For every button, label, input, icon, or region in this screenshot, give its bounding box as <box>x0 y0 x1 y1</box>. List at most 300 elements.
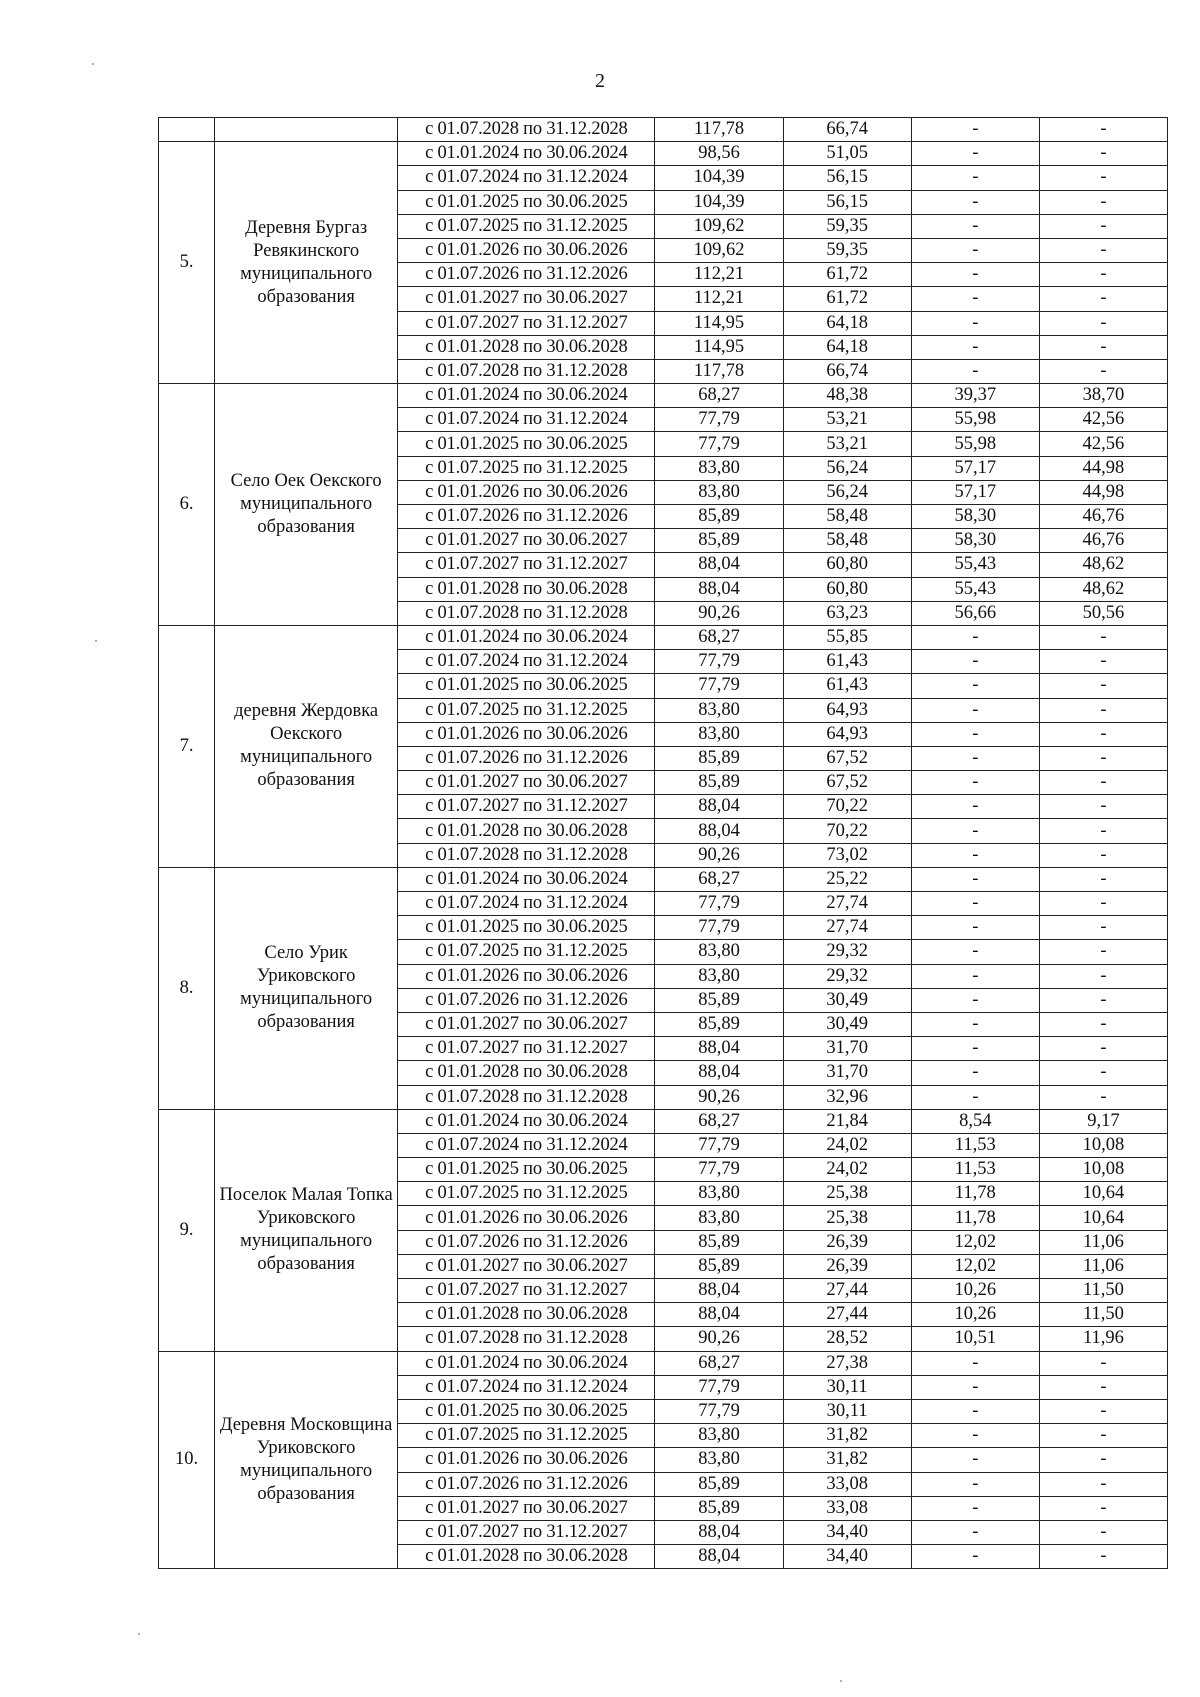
tariff-value-cell: 63,23 <box>783 601 911 625</box>
tariff-value-cell: 39,37 <box>911 384 1039 408</box>
tariff-value-cell: 10,26 <box>911 1279 1039 1303</box>
period-cell: с 01.01.2027 по 30.06.2027 <box>398 771 655 795</box>
tariff-value-cell: 58,30 <box>911 505 1039 529</box>
period-cell: с 01.01.2024 по 30.06.2024 <box>398 625 655 649</box>
tariff-value-cell: 53,21 <box>783 408 911 432</box>
tariff-value-cell: 68,27 <box>655 1351 783 1375</box>
period-cell: с 01.07.2027 по 31.12.2027 <box>398 1520 655 1544</box>
tariff-value-cell: 58,48 <box>783 529 911 553</box>
period-cell: с 01.01.2028 по 30.06.2028 <box>398 819 655 843</box>
tariff-value-cell: - <box>911 311 1039 335</box>
period-cell: с 01.07.2028 по 31.12.2028 <box>398 843 655 867</box>
tariff-value-cell: - <box>911 335 1039 359</box>
settlement-name: Поселок Малая Топка Уриковского муниципального образования <box>215 1109 398 1351</box>
tariff-value-cell: - <box>1039 1424 1167 1448</box>
tariff-value-cell: 88,04 <box>655 1545 783 1569</box>
scan-speck <box>138 1633 140 1635</box>
tariff-value-cell: 77,79 <box>655 1133 783 1157</box>
tariff-value-cell: - <box>911 892 1039 916</box>
tariff-value-cell: 27,74 <box>783 916 911 940</box>
tariff-value-cell: 64,18 <box>783 335 911 359</box>
tariff-value-cell: - <box>911 166 1039 190</box>
tariff-value-cell: - <box>1039 1399 1167 1423</box>
tariff-value-cell: 56,24 <box>783 456 911 480</box>
tariff-value-cell: - <box>1039 263 1167 287</box>
tariff-value-cell: 70,22 <box>783 795 911 819</box>
tariff-value-cell: 112,21 <box>655 263 783 287</box>
tariff-value-cell: 90,26 <box>655 843 783 867</box>
tariff-value-cell: 83,80 <box>655 1182 783 1206</box>
tariff-value-cell: 31,70 <box>783 1037 911 1061</box>
period-cell: с 01.01.2025 по 30.06.2025 <box>398 432 655 456</box>
period-cell: с 01.07.2027 по 31.12.2027 <box>398 795 655 819</box>
tariff-value-cell: 73,02 <box>783 843 911 867</box>
tariff-value-cell: - <box>1039 1061 1167 1085</box>
tariff-value-cell: - <box>1039 238 1167 262</box>
period-cell: с 01.07.2025 по 31.12.2025 <box>398 1182 655 1206</box>
table-row <box>159 1351 1168 1375</box>
tariff-value-cell: 77,79 <box>655 892 783 916</box>
settlement-name: Деревня Бургаз Ревякинского муниципального образования <box>215 142 398 384</box>
tariff-value-cell: - <box>1039 1037 1167 1061</box>
tariff-value-cell: 28,52 <box>783 1327 911 1351</box>
tariff-value-cell: - <box>911 287 1039 311</box>
tariff-value-cell: - <box>1039 771 1167 795</box>
tariff-value-cell: - <box>911 238 1039 262</box>
tariff-value-cell: 44,98 <box>1039 480 1167 504</box>
tariff-value-cell: - <box>911 1375 1039 1399</box>
tariff-value-cell: 88,04 <box>655 1061 783 1085</box>
tariff-value-cell: 27,38 <box>783 1351 911 1375</box>
period-cell: с 01.01.2026 по 30.06.2026 <box>398 480 655 504</box>
tariff-value-cell: - <box>911 1520 1039 1544</box>
tariff-value-cell: - <box>1039 1448 1167 1472</box>
tariff-value-cell: 48,62 <box>1039 553 1167 577</box>
tariff-value-cell: - <box>911 916 1039 940</box>
tariff-value-cell: 114,95 <box>655 335 783 359</box>
tariff-value-cell: - <box>1039 1472 1167 1496</box>
tariff-value-cell: 53,21 <box>783 432 911 456</box>
settlement-number: 8. <box>159 867 215 1109</box>
tariff-value-cell: - <box>911 359 1039 383</box>
tariff-value-cell: 11,78 <box>911 1182 1039 1206</box>
settlement-name: Деревня Московщина Уриковского муниципального образования <box>215 1351 398 1569</box>
tariff-value-cell: 117,78 <box>655 359 783 383</box>
tariff-value-cell: - <box>911 843 1039 867</box>
period-cell: с 01.07.2025 по 31.12.2025 <box>398 456 655 480</box>
tariff-value-cell: 77,79 <box>655 408 783 432</box>
tariff-value-cell: 56,15 <box>783 190 911 214</box>
tariff-value-cell: 61,72 <box>783 287 911 311</box>
tariff-value-cell: 48,38 <box>783 384 911 408</box>
tariff-value-cell: 77,79 <box>655 916 783 940</box>
tariff-value-cell: 55,43 <box>911 577 1039 601</box>
tariff-value-cell: 11,78 <box>911 1206 1039 1230</box>
tariff-value-cell: 67,52 <box>783 746 911 770</box>
tariff-value-cell: - <box>1039 674 1167 698</box>
period-cell: с 01.07.2026 по 31.12.2026 <box>398 263 655 287</box>
settlement-name: Село Оек Оекского муниципального образования <box>215 384 398 626</box>
tariff-value-cell: 83,80 <box>655 480 783 504</box>
period-cell: с 01.01.2028 по 30.06.2028 <box>398 1061 655 1085</box>
tariff-value-cell: - <box>1039 843 1167 867</box>
tariff-value-cell: 30,11 <box>783 1375 911 1399</box>
tariff-table <box>158 117 1168 1569</box>
tariff-value-cell: - <box>911 1399 1039 1423</box>
tariff-value-cell: 64,93 <box>783 698 911 722</box>
table-row <box>159 384 1168 408</box>
settlement-number: 9. <box>159 1109 215 1351</box>
tariff-value-cell: 104,39 <box>655 190 783 214</box>
tariff-value-cell: - <box>1039 988 1167 1012</box>
period-cell: с 01.01.2026 по 30.06.2026 <box>398 722 655 746</box>
tariff-value-cell: - <box>911 650 1039 674</box>
tariff-value-cell: - <box>911 1472 1039 1496</box>
tariff-value-cell: 12,02 <box>911 1254 1039 1278</box>
tariff-value-cell: 44,98 <box>1039 456 1167 480</box>
tariff-value-cell: 85,89 <box>655 1230 783 1254</box>
tariff-value-cell: 77,79 <box>655 1399 783 1423</box>
tariff-value-cell: 83,80 <box>655 456 783 480</box>
tariff-value-cell: 57,17 <box>911 456 1039 480</box>
tariff-value-cell: 85,89 <box>655 529 783 553</box>
table-row <box>159 118 1168 142</box>
tariff-value-cell: 27,44 <box>783 1303 911 1327</box>
tariff-value-cell: 77,79 <box>655 1158 783 1182</box>
period-cell: с 01.07.2026 по 31.12.2026 <box>398 505 655 529</box>
tariff-value-cell: - <box>1039 118 1167 142</box>
tariff-value-cell: 68,27 <box>655 625 783 649</box>
tariff-value-cell: 90,26 <box>655 1085 783 1109</box>
period-cell: с 01.01.2028 по 30.06.2028 <box>398 1303 655 1327</box>
tariff-value-cell: - <box>911 190 1039 214</box>
tariff-value-cell: 10,64 <box>1039 1206 1167 1230</box>
period-cell: с 01.01.2028 по 30.06.2028 <box>398 335 655 359</box>
tariff-value-cell: - <box>1039 650 1167 674</box>
tariff-value-cell: 83,80 <box>655 1448 783 1472</box>
period-cell: с 01.01.2024 по 30.06.2024 <box>398 1109 655 1133</box>
tariff-value-cell: 56,24 <box>783 480 911 504</box>
tariff-value-cell: 25,38 <box>783 1182 911 1206</box>
tariff-value-cell: 9,17 <box>1039 1109 1167 1133</box>
tariff-value-cell: - <box>1039 287 1167 311</box>
tariff-value-cell: 31,70 <box>783 1061 911 1085</box>
tariff-value-cell: - <box>911 1545 1039 1569</box>
tariff-value-cell: 83,80 <box>655 1424 783 1448</box>
tariff-value-cell: - <box>911 142 1039 166</box>
period-cell: с 01.07.2026 по 31.12.2026 <box>398 746 655 770</box>
tariff-value-cell: 90,26 <box>655 601 783 625</box>
tariff-value-cell: 68,27 <box>655 384 783 408</box>
tariff-value-cell: - <box>1039 698 1167 722</box>
period-cell: с 01.07.2025 по 31.12.2025 <box>398 1424 655 1448</box>
tariff-value-cell: 61,43 <box>783 674 911 698</box>
period-cell: с 01.01.2026 по 30.06.2026 <box>398 238 655 262</box>
tariff-value-cell: 10,51 <box>911 1327 1039 1351</box>
tariff-value-cell: 64,18 <box>783 311 911 335</box>
period-cell: с 01.07.2027 по 31.12.2027 <box>398 311 655 335</box>
period-cell: с 01.07.2024 по 31.12.2024 <box>398 650 655 674</box>
tariff-value-cell: 88,04 <box>655 1279 783 1303</box>
tariff-value-cell: 77,79 <box>655 674 783 698</box>
tariff-value-cell: 42,56 <box>1039 432 1167 456</box>
period-cell: с 01.07.2027 по 31.12.2027 <box>398 1037 655 1061</box>
tariff-value-cell: 85,89 <box>655 771 783 795</box>
tariff-value-cell: - <box>911 1496 1039 1520</box>
tariff-value-cell: - <box>911 674 1039 698</box>
tariff-value-cell: 61,43 <box>783 650 911 674</box>
tariff-value-cell: 10,08 <box>1039 1133 1167 1157</box>
tariff-value-cell: 30,11 <box>783 1399 911 1423</box>
tariff-value-cell: 48,62 <box>1039 577 1167 601</box>
tariff-value-cell: - <box>1039 722 1167 746</box>
tariff-value-cell: 32,96 <box>783 1085 911 1109</box>
tariff-value-cell: 50,56 <box>1039 601 1167 625</box>
tariff-value-cell: 10,08 <box>1039 1158 1167 1182</box>
tariff-value-cell: 55,98 <box>911 432 1039 456</box>
tariff-value-cell: 10,64 <box>1039 1182 1167 1206</box>
tariff-value-cell: - <box>911 214 1039 238</box>
scan-speck <box>840 1680 842 1682</box>
tariff-value-cell: 58,30 <box>911 529 1039 553</box>
tariff-value-cell: 26,39 <box>783 1230 911 1254</box>
settlement-number: 5. <box>159 142 215 384</box>
empty-number-cell <box>159 118 215 142</box>
tariff-value-cell: - <box>911 625 1039 649</box>
period-cell: с 01.07.2026 по 31.12.2026 <box>398 1472 655 1496</box>
scan-speck <box>95 640 97 642</box>
tariff-value-cell: 61,72 <box>783 263 911 287</box>
table-row <box>159 625 1168 649</box>
tariff-value-cell: 88,04 <box>655 819 783 843</box>
tariff-value-cell: 83,80 <box>655 964 783 988</box>
tariff-value-cell: 38,70 <box>1039 384 1167 408</box>
tariff-value-cell: 46,76 <box>1039 505 1167 529</box>
tariff-value-cell: 68,27 <box>655 867 783 891</box>
tariff-value-cell: - <box>911 1424 1039 1448</box>
tariff-value-cell: - <box>911 1085 1039 1109</box>
period-cell: с 01.01.2024 по 30.06.2024 <box>398 1351 655 1375</box>
period-cell: с 01.01.2025 по 30.06.2025 <box>398 190 655 214</box>
period-cell: с 01.01.2027 по 30.06.2027 <box>398 529 655 553</box>
period-cell: с 01.01.2028 по 30.06.2028 <box>398 1545 655 1569</box>
period-cell: с 01.07.2028 по 31.12.2028 <box>398 1085 655 1109</box>
period-cell: с 01.01.2027 по 30.06.2027 <box>398 287 655 311</box>
tariff-value-cell: 27,44 <box>783 1279 911 1303</box>
tariff-value-cell: 25,22 <box>783 867 911 891</box>
period-cell: с 01.07.2024 по 31.12.2024 <box>398 408 655 432</box>
tariff-value-cell: - <box>911 795 1039 819</box>
settlement-number: 6. <box>159 384 215 626</box>
tariff-value-cell: 26,39 <box>783 1254 911 1278</box>
period-cell: с 01.07.2024 по 31.12.2024 <box>398 1133 655 1157</box>
tariff-value-cell: 88,04 <box>655 795 783 819</box>
tariff-value-cell: 77,79 <box>655 1375 783 1399</box>
tariff-value-cell: 55,98 <box>911 408 1039 432</box>
tariff-value-cell: 67,52 <box>783 771 911 795</box>
tariff-value-cell: 11,06 <box>1039 1230 1167 1254</box>
period-cell: с 01.07.2026 по 31.12.2026 <box>398 988 655 1012</box>
tariff-value-cell: - <box>1039 746 1167 770</box>
tariff-value-cell: 31,82 <box>783 1424 911 1448</box>
period-cell: с 01.01.2026 по 30.06.2026 <box>398 964 655 988</box>
tariff-value-cell: - <box>911 722 1039 746</box>
tariff-value-cell: 34,40 <box>783 1545 911 1569</box>
tariff-value-cell: 51,05 <box>783 142 911 166</box>
tariff-value-cell: 30,49 <box>783 1012 911 1036</box>
tariff-value-cell: 34,40 <box>783 1520 911 1544</box>
period-cell: с 01.07.2024 по 31.12.2024 <box>398 166 655 190</box>
tariff-value-cell: - <box>1039 916 1167 940</box>
tariff-value-cell: - <box>1039 795 1167 819</box>
settlement-name: Село Урик Уриковского муниципального образования <box>215 867 398 1109</box>
tariff-value-cell: 29,32 <box>783 940 911 964</box>
period-cell: с 01.07.2025 по 31.12.2025 <box>398 698 655 722</box>
period-cell: с 01.01.2027 по 30.06.2027 <box>398 1012 655 1036</box>
period-cell: с 01.01.2024 по 30.06.2024 <box>398 867 655 891</box>
tariff-value-cell: 83,80 <box>655 722 783 746</box>
tariff-value-cell: - <box>1039 964 1167 988</box>
tariff-value-cell: 24,02 <box>783 1133 911 1157</box>
tariff-value-cell: 112,21 <box>655 287 783 311</box>
tariff-value-cell: - <box>1039 1351 1167 1375</box>
period-cell: с 01.01.2025 по 30.06.2025 <box>398 916 655 940</box>
tariff-value-cell: - <box>911 964 1039 988</box>
tariff-value-cell: 60,80 <box>783 577 911 601</box>
tariff-value-cell: - <box>1039 142 1167 166</box>
tariff-value-cell: 66,74 <box>783 118 911 142</box>
table-row <box>159 1109 1168 1133</box>
period-cell: с 01.01.2027 по 30.06.2027 <box>398 1254 655 1278</box>
tariff-value-cell: - <box>911 867 1039 891</box>
tariff-value-cell: - <box>911 771 1039 795</box>
tariff-value-cell: 11,50 <box>1039 1279 1167 1303</box>
tariff-value-cell: 55,43 <box>911 553 1039 577</box>
tariff-value-cell: 85,89 <box>655 1012 783 1036</box>
period-cell: с 01.01.2024 по 30.06.2024 <box>398 384 655 408</box>
tariff-value-cell: 27,74 <box>783 892 911 916</box>
table-row <box>159 867 1168 891</box>
tariff-value-cell: 98,56 <box>655 142 783 166</box>
tariff-value-cell: 59,35 <box>783 214 911 238</box>
tariff-value-cell: 77,79 <box>655 650 783 674</box>
tariff-value-cell: 59,35 <box>783 238 911 262</box>
tariff-value-cell: 85,89 <box>655 1496 783 1520</box>
tariff-value-cell: 83,80 <box>655 940 783 964</box>
tariff-value-cell: 114,95 <box>655 311 783 335</box>
period-cell: с 01.07.2028 по 31.12.2028 <box>398 359 655 383</box>
tariff-value-cell: 85,89 <box>655 505 783 529</box>
tariff-value-cell: 83,80 <box>655 1206 783 1230</box>
tariff-value-cell: - <box>1039 1545 1167 1569</box>
period-cell: с 01.01.2028 по 30.06.2028 <box>398 577 655 601</box>
tariff-value-cell: - <box>911 1012 1039 1036</box>
period-cell: с 01.07.2028 по 31.12.2028 <box>398 601 655 625</box>
tariff-value-cell: - <box>1039 311 1167 335</box>
period-cell: с 01.01.2025 по 30.06.2025 <box>398 1399 655 1423</box>
period-cell: с 01.07.2028 по 31.12.2028 <box>398 118 655 142</box>
tariff-value-cell: 46,76 <box>1039 529 1167 553</box>
settlement-number: 10. <box>159 1351 215 1569</box>
period-cell: с 01.07.2025 по 31.12.2025 <box>398 214 655 238</box>
tariff-value-cell: 11,53 <box>911 1133 1039 1157</box>
tariff-value-cell: - <box>1039 1085 1167 1109</box>
tariff-value-cell: 25,38 <box>783 1206 911 1230</box>
tariff-value-cell: - <box>1039 359 1167 383</box>
empty-name-cell <box>215 118 398 142</box>
tariff-value-cell: 11,06 <box>1039 1254 1167 1278</box>
tariff-value-cell: 60,80 <box>783 553 911 577</box>
tariff-value-cell: - <box>1039 1496 1167 1520</box>
tariff-value-cell: 77,79 <box>655 432 783 456</box>
tariff-value-cell: - <box>1039 214 1167 238</box>
scan-speck <box>92 63 94 65</box>
tariff-value-cell: 21,84 <box>783 1109 911 1133</box>
period-cell: с 01.01.2025 по 30.06.2025 <box>398 1158 655 1182</box>
tariff-value-cell: - <box>911 698 1039 722</box>
page-number: 2 <box>595 70 605 92</box>
tariff-value-cell: 56,66 <box>911 601 1039 625</box>
tariff-value-cell: - <box>1039 1520 1167 1544</box>
period-cell: с 01.07.2028 по 31.12.2028 <box>398 1327 655 1351</box>
period-cell: с 01.07.2027 по 31.12.2027 <box>398 1279 655 1303</box>
tariff-value-cell: 11,53 <box>911 1158 1039 1182</box>
tariff-value-cell: 42,56 <box>1039 408 1167 432</box>
period-cell: с 01.01.2027 по 30.06.2027 <box>398 1496 655 1520</box>
tariff-value-cell: - <box>911 1037 1039 1061</box>
tariff-table-body <box>159 118 1168 1569</box>
tariff-value-cell: 33,08 <box>783 1496 911 1520</box>
period-cell: с 01.01.2024 по 30.06.2024 <box>398 142 655 166</box>
tariff-value-cell: 109,62 <box>655 238 783 262</box>
tariff-value-cell: 30,49 <box>783 988 911 1012</box>
tariff-value-cell: 85,89 <box>655 1254 783 1278</box>
tariff-value-cell: - <box>911 118 1039 142</box>
period-cell: с 01.07.2026 по 31.12.2026 <box>398 1230 655 1254</box>
period-cell: с 01.07.2024 по 31.12.2024 <box>398 1375 655 1399</box>
tariff-value-cell: - <box>911 1351 1039 1375</box>
tariff-value-cell: - <box>911 746 1039 770</box>
tariff-value-cell: - <box>911 819 1039 843</box>
period-cell: с 01.07.2025 по 31.12.2025 <box>398 940 655 964</box>
tariff-value-cell: 70,22 <box>783 819 911 843</box>
tariff-value-cell: 55,85 <box>783 625 911 649</box>
tariff-value-cell: - <box>911 988 1039 1012</box>
settlement-number: 7. <box>159 625 215 867</box>
tariff-value-cell: - <box>911 263 1039 287</box>
tariff-value-cell: - <box>1039 166 1167 190</box>
tariff-value-cell: 83,80 <box>655 698 783 722</box>
tariff-value-cell: 88,04 <box>655 1520 783 1544</box>
tariff-value-cell: - <box>1039 940 1167 964</box>
period-cell: с 01.01.2026 по 30.06.2026 <box>398 1206 655 1230</box>
tariff-value-cell: - <box>911 940 1039 964</box>
tariff-value-cell: - <box>1039 892 1167 916</box>
tariff-value-cell: 85,89 <box>655 1472 783 1496</box>
tariff-value-cell: - <box>1039 1375 1167 1399</box>
tariff-value-cell: - <box>911 1448 1039 1472</box>
tariff-value-cell: 88,04 <box>655 553 783 577</box>
tariff-value-cell: - <box>1039 819 1167 843</box>
tariff-value-cell: - <box>1039 335 1167 359</box>
tariff-value-cell: - <box>1039 1012 1167 1036</box>
table-row <box>159 142 1168 166</box>
tariff-value-cell: 64,93 <box>783 722 911 746</box>
period-cell: с 01.01.2025 по 30.06.2025 <box>398 674 655 698</box>
settlement-name: деревня Жердовка Оекского муниципального образования <box>215 625 398 867</box>
tariff-value-cell: 11,96 <box>1039 1327 1167 1351</box>
tariff-value-cell: 57,17 <box>911 480 1039 504</box>
